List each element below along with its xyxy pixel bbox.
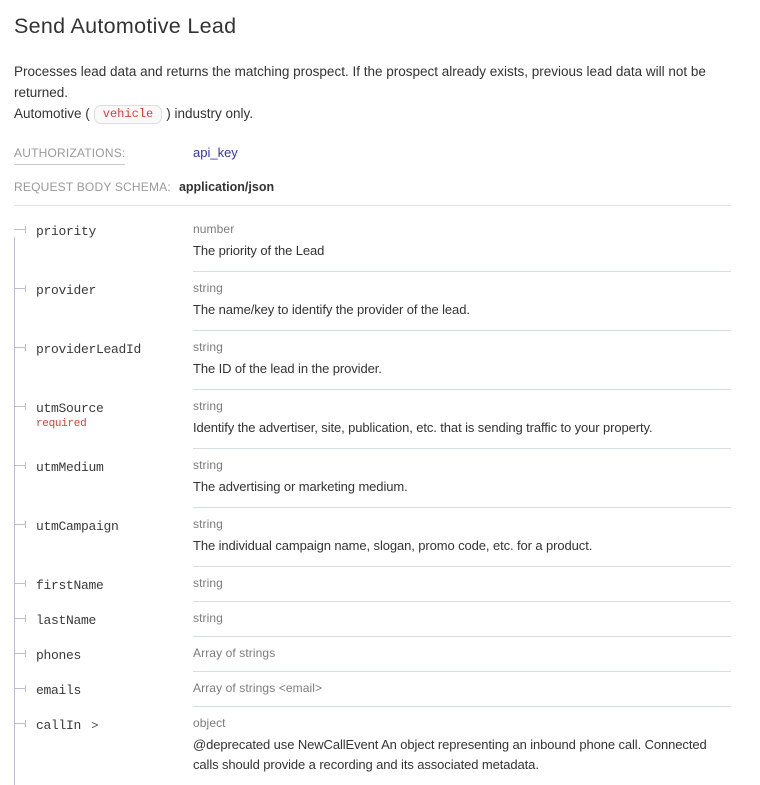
field-info-cell	[193, 602, 731, 637]
tree-connector-icon	[14, 465, 25, 466]
field-name-cell	[14, 707, 193, 785]
tree-connector-icon	[14, 723, 25, 724]
field-name: priority	[36, 224, 97, 239]
schema-field-row	[14, 331, 731, 390]
field-name[interactable]: callIn	[36, 718, 82, 733]
tree-connector-icon	[14, 653, 25, 654]
field-info-cell	[193, 672, 731, 707]
schema-field-row	[14, 672, 731, 707]
schema-field-row	[14, 707, 731, 785]
field-type: Array of strings <email>	[193, 681, 323, 695]
request-body-row	[14, 180, 731, 194]
field-type: string	[193, 517, 223, 531]
tree-connector-icon	[14, 288, 25, 289]
api-key-link[interactable]: api_key	[193, 145, 238, 160]
description-line1: Processes lead data and returns the matching prospect. If the prospect already exists, previous lead data will not be returned.	[14, 64, 706, 100]
field-type: Array of strings	[193, 646, 276, 660]
field-name: phones	[36, 648, 82, 663]
tree-connector-icon	[14, 406, 25, 407]
field-name: utmCampaign	[36, 519, 119, 534]
tree-connector-icon	[14, 229, 25, 230]
field-info-cell	[193, 637, 731, 672]
schema-field-row	[14, 272, 731, 331]
schema-field-row	[14, 637, 731, 672]
field-type: number	[193, 222, 235, 236]
endpoint-description	[14, 61, 731, 124]
tree-connector-icon	[14, 524, 25, 525]
field-name-cell	[14, 390, 193, 449]
field-info-cell	[193, 390, 731, 449]
description-line2-suffix: ) industry only.	[166, 106, 253, 121]
field-type: string	[193, 458, 223, 472]
field-description: The individual campaign name, slogan, promo code, etc. for a product.	[193, 538, 593, 553]
field-info-cell	[193, 707, 731, 785]
field-name: lastName	[36, 613, 97, 628]
field-name: provider	[36, 283, 97, 298]
field-name-cell	[14, 637, 193, 672]
field-name-cell	[14, 449, 193, 508]
section-divider	[14, 205, 731, 206]
field-description: The ID of the lead in the provider.	[193, 361, 382, 376]
field-description: Identify the advertiser, site, publication, etc. that is sending traffic to your property.	[193, 420, 653, 435]
field-type: string	[193, 576, 223, 590]
field-description: The advertising or marketing medium.	[193, 479, 408, 494]
required-badge: required	[36, 418, 87, 430]
tree-connector-icon	[14, 583, 25, 584]
field-name: firstName	[36, 578, 104, 593]
field-type: string	[193, 399, 223, 413]
media-type-value: application/json	[178, 180, 275, 194]
field-type: string	[193, 281, 223, 295]
field-type: string	[193, 611, 223, 625]
authorizations-label-cell	[14, 144, 193, 165]
schema-field-row	[14, 567, 731, 602]
field-name-cell	[14, 508, 193, 567]
field-name: utmMedium	[36, 460, 104, 475]
field-info-cell	[193, 567, 731, 602]
field-info-cell	[193, 449, 731, 508]
authorizations-row	[14, 144, 731, 165]
schema-field-row	[14, 213, 731, 272]
field-name-cell	[14, 272, 193, 331]
field-name: providerLeadId	[36, 342, 142, 357]
field-name: emails	[36, 683, 82, 698]
field-info-cell	[193, 213, 731, 272]
tree-connector-icon	[14, 618, 25, 619]
schema-field-row	[14, 449, 731, 508]
field-name-cell	[14, 567, 193, 602]
field-name: utmSource	[36, 401, 104, 416]
schema-rows	[14, 213, 731, 785]
field-info-cell	[193, 508, 731, 567]
field-name-cell	[14, 331, 193, 390]
schema-table	[14, 213, 731, 785]
field-name-cell	[14, 213, 193, 272]
field-type: object	[193, 716, 226, 730]
field-name-cell	[14, 672, 193, 707]
expand-chevron-icon[interactable]: >	[84, 719, 99, 733]
schema-field-row	[14, 508, 731, 567]
description-line2-prefix: Automotive (	[14, 106, 90, 121]
field-description: @deprecated use NewCallEvent An object representing an inbound phone call. Connected calls should provide a recording and its associated metadata.	[193, 737, 707, 772]
field-info-cell	[193, 272, 731, 331]
field-name-cell	[14, 602, 193, 637]
schema-field-row	[14, 602, 731, 637]
field-type: string	[193, 340, 223, 354]
page-title: Send Automotive Lead	[14, 14, 237, 38]
authorizations-label: AUTHORIZATIONS:	[14, 146, 125, 165]
field-info-cell	[193, 331, 731, 390]
tree-connector-icon	[14, 688, 25, 689]
field-description: The name/key to identify the provider of the lead.	[193, 302, 470, 317]
schema-field-row	[14, 390, 731, 449]
request-body-schema-label: REQUEST BODY SCHEMA:	[14, 180, 171, 194]
field-description: The priority of the Lead	[193, 243, 325, 258]
tree-connector-icon	[14, 347, 25, 348]
vehicle-code-badge: vehicle	[94, 105, 162, 124]
